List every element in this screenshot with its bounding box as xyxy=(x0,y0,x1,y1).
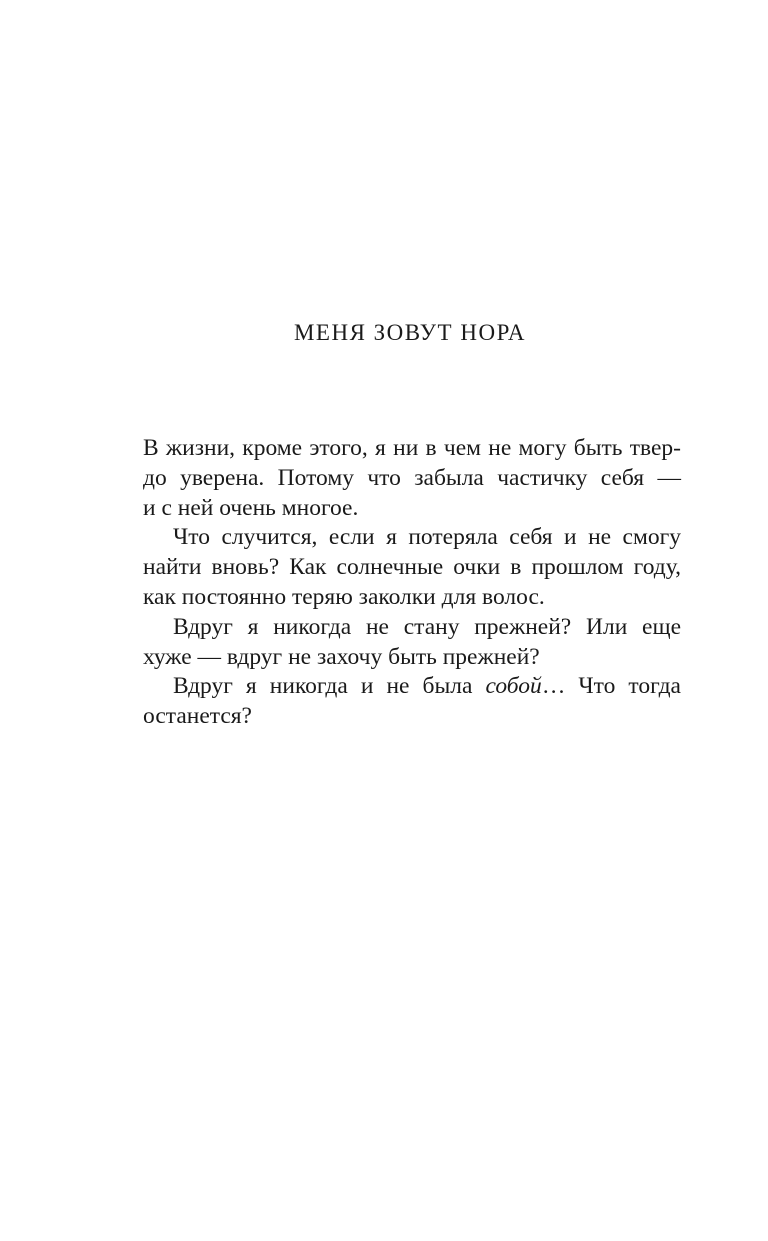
italic-word: собой xyxy=(485,673,542,700)
chapter-title: МЕНЯ ЗОВУТ НОРА xyxy=(293,320,527,345)
text-line-9-end: … Что тогда xyxy=(541,673,681,700)
text-line-8: хуже — вдруг не захочу быть прежней? xyxy=(143,643,540,670)
text-line-9 xyxy=(143,672,681,702)
text-line-3: и с ней очень многое. xyxy=(143,494,359,521)
text-line-6: как постоянно теряю заколки для волос. xyxy=(143,583,545,610)
text-line-7: Вдруг я никогда не стану прежней? Или еще xyxy=(173,613,681,640)
text-line-4: Что случится, если я потеряла себя и не смогу xyxy=(173,524,681,551)
text-line-1: В жизни, кроме этого, я ни в чем не могу быть твер- xyxy=(143,435,681,461)
body-text xyxy=(143,434,681,732)
text-line-2: до уверена. Потому что забыла частичку себя — xyxy=(143,464,681,491)
text-line-10: останется? xyxy=(143,703,252,730)
text-line-5: найти вновь? Как солнечные очки в прошлом году, xyxy=(143,554,681,581)
text-line-9-start: Вдруг я никогда и не была xyxy=(173,673,486,700)
